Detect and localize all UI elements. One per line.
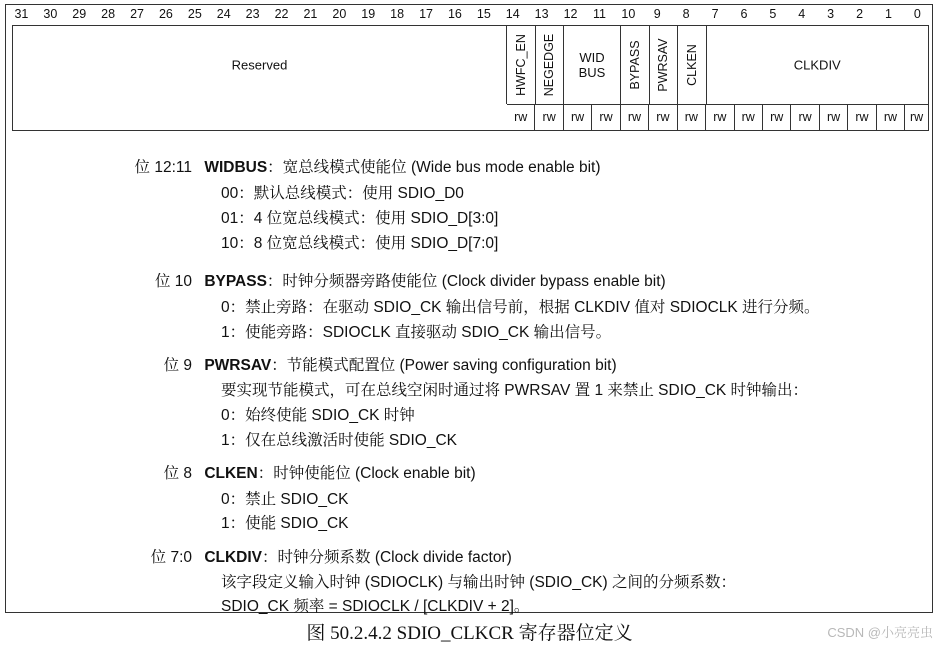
field-clken-label: CLKEN <box>684 44 699 86</box>
access-cell: rw <box>877 104 905 130</box>
desc-clken-line: 0：禁止 SDIO_CK <box>221 491 349 508</box>
field-hwfc-en-label: HWFC_EN <box>513 34 528 96</box>
desc-clken-heading <box>120 461 476 483</box>
bit-number: 6 <box>740 7 748 21</box>
desc-clken-name: CLKEN <box>204 465 258 482</box>
desc-clken-line: 1：使能 SDIO_CK <box>221 515 349 532</box>
access-cell: rw <box>678 104 706 130</box>
bit-number: 22 <box>274 7 289 21</box>
desc-pwrsav-name: PWRSAV <box>204 357 272 374</box>
bit-number: 26 <box>158 7 173 21</box>
register-table <box>12 25 929 131</box>
desc-clkdiv-line: 该字段定义输入时钟 (SDIOCLK) 与输出时钟 (SDIO_CK) 之间的分频系数： <box>221 574 736 591</box>
field-negedge-label: NEGEDGE <box>542 33 557 97</box>
bit-number: 16 <box>447 7 462 21</box>
field-pwrsav-label: PWRSAV <box>656 38 671 92</box>
field-clken <box>678 26 707 104</box>
bit-number-row <box>6 5 932 25</box>
desc-bypass-bit: 位 10 <box>154 273 192 290</box>
bit-number: 30 <box>43 7 58 21</box>
field-reserved-label: Reserved <box>231 57 288 73</box>
desc-pwrsav-heading <box>120 353 617 375</box>
desc-widbus-heading <box>120 155 601 177</box>
desc-widbus-line: 10：8 位宽总线模式：使用 SDIO_D[7:0] <box>221 235 499 252</box>
bit-number: 28 <box>101 7 116 21</box>
access-cell: rw <box>649 104 677 130</box>
desc-clken-bit: 位 8 <box>163 465 192 482</box>
desc-clkdiv-name: CLKDIV <box>204 549 263 566</box>
field-widbus-label-line2: BUS <box>578 65 606 80</box>
access-cell: rw <box>820 104 848 130</box>
desc-bypass-line: 1：使能旁路：SDIOCLK 直接驱动 SDIO_CK 输出信号。 <box>221 324 612 341</box>
bit-number: 5 <box>769 7 777 21</box>
desc-widbus-line: 01：4 位宽总线模式：使用 SDIO_D[3:0] <box>221 210 499 227</box>
desc-pwrsav-title: ：节能模式配置位 (Power saving configuration bit) <box>271 357 617 374</box>
access-cell: rw <box>621 104 649 130</box>
bit-number: 8 <box>682 7 690 21</box>
field-clkdiv-label: CLKDIV <box>793 57 841 73</box>
bit-number: 10 <box>621 7 636 21</box>
access-cell: rw <box>564 104 592 130</box>
access-cell: rw <box>535 104 563 130</box>
bit-number: 18 <box>390 7 405 21</box>
bit-number: 7 <box>711 7 719 21</box>
access-cell: rw <box>848 104 876 130</box>
bit-number: 11 <box>592 7 606 21</box>
desc-widbus-title: ：宽总线模式使能位 (Wide bus mode enable bit) <box>267 159 601 176</box>
field-hwfc-en <box>507 26 536 104</box>
figure-caption: 图 50.2.4.2 SDIO_CLKCR 寄存器位定义 <box>306 623 633 644</box>
bit-number: 3 <box>827 7 835 21</box>
field-reserved <box>13 26 507 104</box>
field-bypass <box>621 26 650 104</box>
field-widbus-label <box>564 50 620 80</box>
desc-pwrsav-line: 1：仅在总线激活时使能 SDIO_CK <box>221 432 457 449</box>
bit-number: 23 <box>245 7 260 21</box>
access-cell: rw <box>735 104 763 130</box>
bit-number: 0 <box>913 7 921 21</box>
bit-number: 14 <box>505 7 520 21</box>
desc-clkdiv-line: SDIO_CK 频率 = SDIOCLK / [CLKDIV + 2]。 <box>221 598 530 615</box>
bit-number: 27 <box>130 7 144 21</box>
desc-bypass-line: 0：禁止旁路：在驱动 SDIO_CK 输出信号前，根据 CLKDIV 值对 SDIOCLK 进行分频。 <box>221 299 820 316</box>
access-cell: rw <box>905 104 928 130</box>
bit-number: 12 <box>563 7 578 21</box>
bit-number: 15 <box>476 7 491 21</box>
field-clkdiv <box>707 26 929 104</box>
access-cell: rw <box>507 104 535 130</box>
access-cell: rw <box>791 104 819 130</box>
bit-number: 1 <box>884 7 892 21</box>
field-bypass-label: BYPASS <box>627 40 642 90</box>
bit-number: 13 <box>534 7 549 21</box>
access-cell: rw <box>763 104 791 130</box>
register-figure <box>5 4 933 613</box>
bit-number: 25 <box>187 7 202 21</box>
desc-pwrsav-line: 0：始终使能 SDIO_CK 时钟 <box>221 407 415 424</box>
desc-clkdiv-bit: 位 7:0 <box>150 549 192 566</box>
desc-bypass-title: ：时钟分频器旁路使能位 (Clock divider bypass enable bit) <box>266 273 666 290</box>
desc-pwrsav-line: 要实现节能模式，可在总线空闲时通过将 PWRSAV 置 1 来禁止 SDIO_CK 时钟输出： <box>221 382 809 399</box>
desc-clkdiv-title: ：时钟分频系数 (Clock divide factor) <box>262 549 512 566</box>
bit-number: 17 <box>419 7 433 21</box>
bit-number: 29 <box>72 7 87 21</box>
access-cell: rw <box>706 104 734 130</box>
bit-number: 2 <box>856 7 864 21</box>
desc-widbus-line: 00：默认总线模式：使用 SDIO_D0 <box>221 185 464 202</box>
desc-widbus-bit: 位 12:11 <box>134 159 192 176</box>
bit-number: 4 <box>798 7 806 21</box>
field-widbus-label-line1: WID <box>579 50 605 65</box>
field-widbus <box>564 26 621 104</box>
desc-clken-title: ：时钟使能位 (Clock enable bit) <box>257 465 476 482</box>
bit-number: 9 <box>653 7 661 21</box>
field-negedge <box>536 26 565 104</box>
field-pwrsav <box>650 26 679 104</box>
desc-bypass-name: BYPASS <box>204 273 267 290</box>
desc-widbus-name: WIDBUS <box>204 159 268 176</box>
bit-number: 20 <box>332 7 347 21</box>
bit-number: 19 <box>361 7 376 21</box>
desc-bypass-heading <box>120 269 666 291</box>
watermark: CSDN @小亮亮虫 <box>827 625 933 640</box>
bit-number: 31 <box>14 7 29 21</box>
desc-clkdiv-heading <box>120 545 512 567</box>
bit-number: 21 <box>303 7 318 21</box>
access-cell: rw <box>592 104 620 130</box>
bit-number: 24 <box>216 7 231 21</box>
desc-pwrsav-bit: 位 9 <box>163 357 192 374</box>
